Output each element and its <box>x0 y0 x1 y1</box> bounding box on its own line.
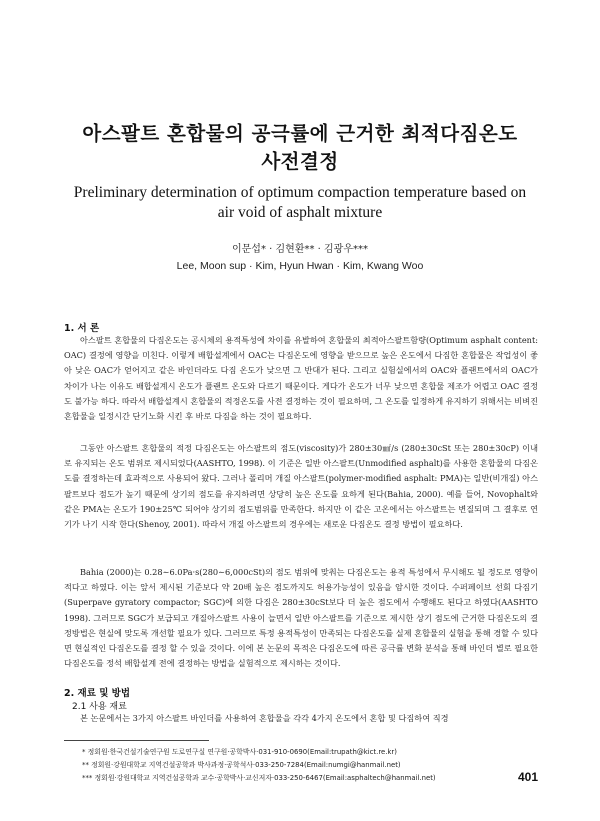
subsection-heading-materials: 2.1 사용 재료 <box>72 702 127 712</box>
authors-korean: 이문섭* · 김현환** · 김광우*** <box>231 244 368 255</box>
intro-paragraph-1: 아스팔트 혼합물의 다짐온도는 공시체의 용적특성에 차이를 유발하여 혼합물의 최적아스팔트함량(Optimum asphalt content: OAC) 결정에 영향을 미친다. 이렇게 배합설계에서 OAC는 다짐온도에 영향을 받으므로 높은 온도에서 다짐한 혼합물은 작업성이 좋아 낮은 OAC가 얻어지고 같은 바인더라도 다짐 온도가 낮으면 그 반대가 된다. 그리고 실험실에서의 OAC와 플랜트에서의 OAC가 차이가 나는 이유도 배합설계시 온도가 플랜트 온도와 다르기 때문이다. 게다가 온도가 너무 낮으면 혼합물 제조가 어렵고 OAC 결정도 불가능 하다. 따라서 배합설계시 혼합물의 적정온도를 사전 결정하는 것이 필요하며, 그 온도를 일정하게 유지하기 위해서는 비벼진 혼합물을 일정시간 단기노화 시킨 후 바로 다짐을 하는 것이 필요하다. <box>64 335 538 422</box>
english-title-line2: air void of asphalt mixture <box>217 204 383 221</box>
page-number: 401 <box>517 770 538 784</box>
section-heading-introduction: 1. 서 론 <box>64 323 100 334</box>
section-heading-materials-methods: 2. 재료 및 방법 <box>64 688 131 699</box>
authors-english: Lee, Moon sup · Kim, Hyun Hwan · Kim, Kwang Woo <box>176 260 424 272</box>
footnote-author-1: * 정회원·한국건설기술연구원 도로연구실 연구원·공학박사·031-910-0690(Email:trupath@kict.re.kr) <box>82 748 397 756</box>
footnote-divider <box>64 740 209 741</box>
intro-paragraph-3: Bahia (2000)는 0.28∼6.0Pa·s(280∼6,000cSt)의 점도 범위에 맞춰는 다짐온도는 용적 특성에서 무시해도 될 정도로 영향이 적다고 하였다. 이는 앞서 제시된 기준보다 약 20배 높은 점도까지도 허용가능성이 있음을 암시한 것이다. 수퍼페이브 선회 다짐기(Superpave gyratory compactor; SGC)에 의한 다짐은 280±30cSt보다 더 높은 점도에서 수행해도 된다고 하였다(AASHTO 1998). 그러므로 SGC가 보급되고 개질아스팔트 사용이 늘면서 일반 아스팔트를 기준으로 제시한 상기 점도에 근거한 다짐온도의 결정방법은 현실에 맞도록 개선할 필요가 있다. 그러므로 특정 용적특성이 만족되는 다짐온도를 실제 혼합물의 실험을 통해 경할 수 있다면 현실적인 다짐온도를 결정 할 수 있을 것이다. 이에 본 논문의 목적은 다짐온도에 따른 공극률 변화 분석을 통해 바인더 별로 필요한 다짐온도를 정석 배합설계 전에 결정하는 방법을 실험적으로 제시하는 것이다. <box>64 567 538 669</box>
intro-paragraph-2: 그동안 아스팔트 혼합물의 적정 다짐온도는 아스팔트의 점도(viscosity)가 280±30㎟/s (280±30cSt 또는 280±30cP) 이내로 유지되는 온도 범위로 제시되었다(AASHTO, 1998). 이 기준은 일반 아스팔트(Unmodified asphalt)를 사용한 혼합물의 다짐온도를 결정하는데 효과적으로 사용되어 왔다. 그러나 폴리머 개질 아스팔트(polymer-modified asphalt: PMA)는 일반(비개질) 아스팔트보다 점도가 높기 때문에 상기의 점도를 유지하려면 상당히 높은 온도를 요하게 된다(Bahia, 2000). 예를 들어, Novophalt와 같은 PMA는 온도가 190±25℃ 되어야 상기의 점도범위를 만족한다. 하지만 이 같은 고온에서는 아스팔트는 변질되며 그 결후로 연기가 나기 시작 한다(Shenoy, 2001). 따라서 개질 아스팔트의 경우에는 새로운 다짐온도 결정 방법이 필요하다. <box>64 443 538 530</box>
english-title-line1: Preliminary determination of optimum compaction temperature based on <box>73 184 527 201</box>
footnote-author-2: ** 정회원·강원대학교 지역건설공학과 박사과정·공학석사·033-250-7284(Email:numgi@hanmail.net) <box>82 761 401 769</box>
footnote-author-3: *** 정회원·강원대학교 지역건설공학과 교수·공학박사·교신저자·033-250-6467(Email:asphaltech@hanmail.net) <box>82 774 436 782</box>
materials-paragraph: 본 논문에서는 3가지 아스팔트 바인더를 사용하여 혼합물을 각각 4가지 온도에서 혼합 및 다짐하여 직경 <box>80 713 449 723</box>
korean-title-line1: 아스팔트 혼합물의 공극률에 근거한 최적다짐온도 <box>82 122 518 145</box>
korean-title-line2: 사전결정 <box>261 150 339 173</box>
